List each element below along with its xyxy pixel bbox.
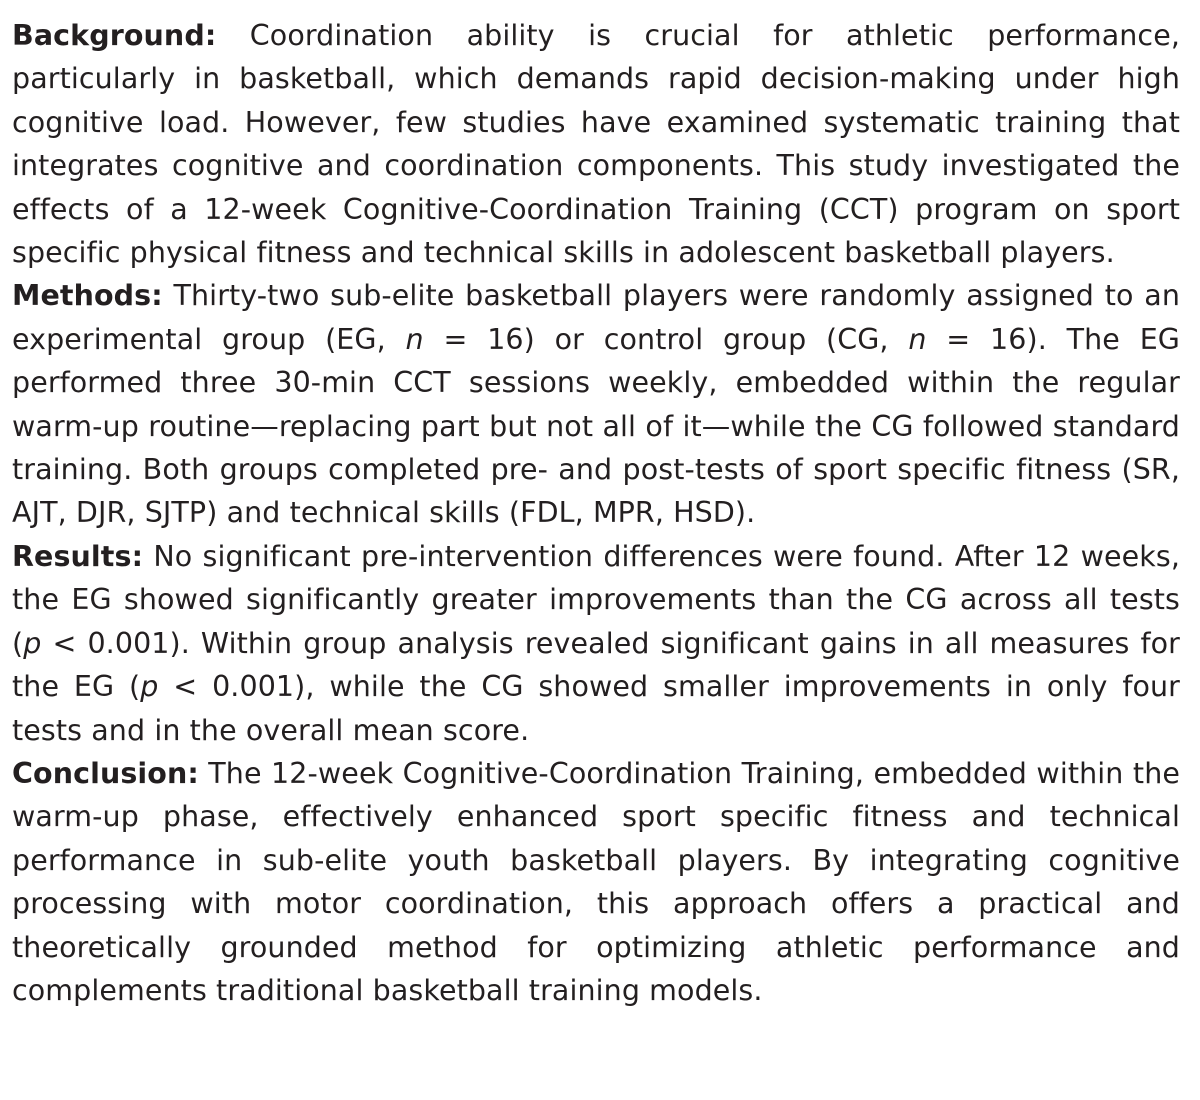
conclusion-label: Conclusion:: [12, 756, 199, 790]
methods-label: Methods:: [12, 279, 163, 313]
conclusion-text: The 12-week Cognitive-Coordination Training, embedded within the warm-up phase, effectively enhanced sport specific fitness and technical performance in sub-elite youth basketball players. By integrating cognitive processing with motor coordination, this approach offers a practical and theoretically grounded method for optimizing athletic performance and complements traditional basketball training models.: [12, 756, 1180, 1007]
results-text-2: < 0.001). Within group analysis revealed significant gains in all measures for the EG (: [12, 626, 1180, 704]
abstract: [12, 14, 1180, 1012]
results-label: Results:: [12, 539, 144, 573]
results-section: [12, 535, 1180, 752]
results-p-within: p: [140, 670, 159, 704]
methods-text-3: = 16). The EG performed three 30-min CCT sessions weekly, embedded within the regular warm-up routine—replacing part but not all of it—while the CG followed standard training. Both groups completed pre- and post-tests of sport specific fitness (SR, AJT, DJR, SJTP) and technical skills (FDL, MPR, HSD).: [12, 322, 1180, 530]
conclusion-section: [12, 752, 1180, 1012]
background-label: Background:: [12, 19, 217, 52]
methods-text-2: = 16) or control group (CG,: [423, 322, 909, 356]
methods-n-eg: n: [405, 322, 424, 356]
methods-text-1: Thirty-two sub-elite basketball players were randomly assigned to an experimental group (EG,: [12, 279, 1180, 356]
results-text-3: < 0.001), while the CG showed smaller improvements in only four tests and in the overall mean score.: [12, 670, 1180, 747]
results-text-1: No significant pre-intervention differences were found. After 12 weeks, the EG showed significantly greater improvements than the CG across all tests (: [12, 539, 1180, 660]
methods-section: [12, 274, 1180, 534]
methods-n-cg: n: [908, 322, 927, 356]
background-section: [12, 14, 1180, 274]
results-p-between: p: [23, 626, 42, 660]
background-text: Coordination ability is crucial for athletic performance, particularly in basketball, which demands rapid decision-making under high cognitive load. However, few studies have examined systematic training that integrates cognitive and coordination components. This study investigated the effects of a 12-week Cognitive-Coordination Training (CCT) program on sport specific physical fitness and technical skills in adolescent basketball players.: [12, 19, 1180, 270]
